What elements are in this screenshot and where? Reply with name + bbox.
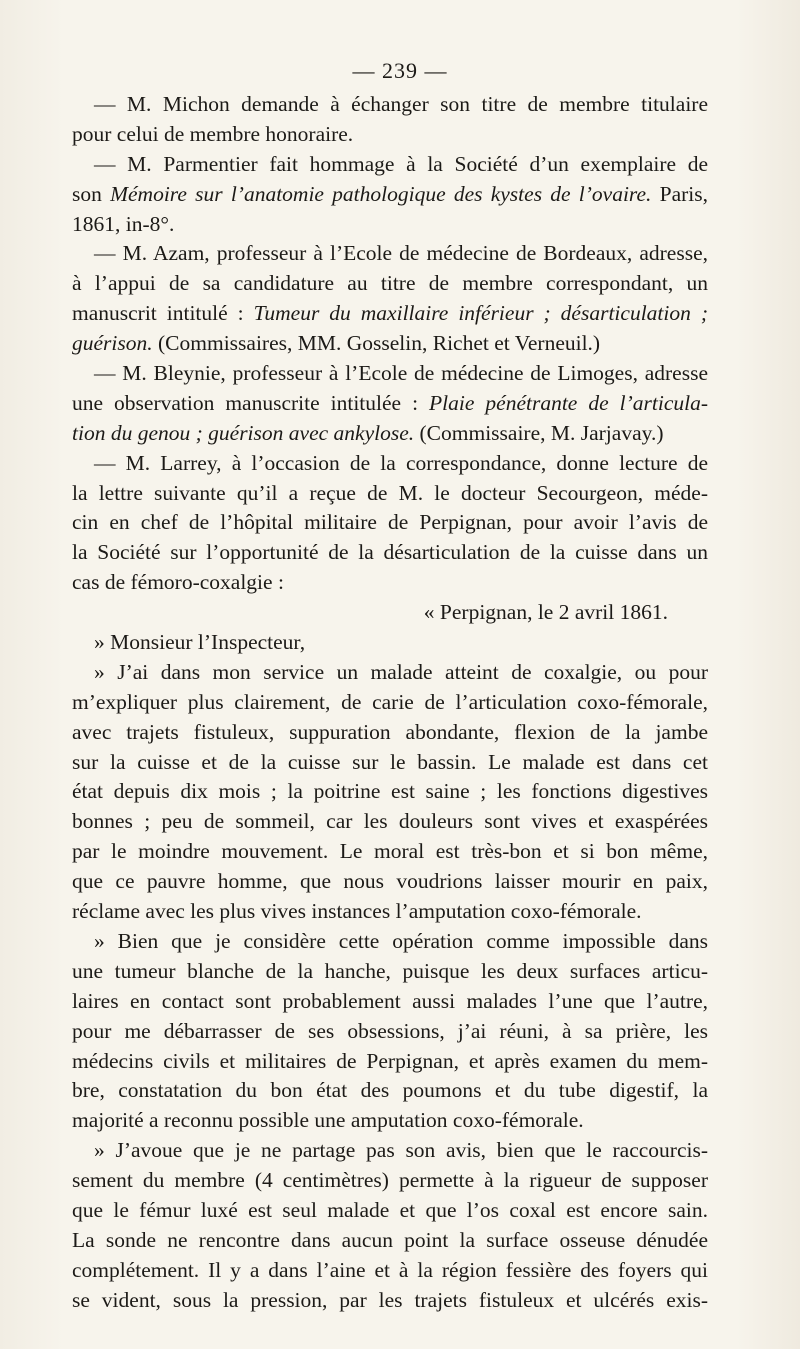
text-line: par le moindre mouvement. Le moral est très-bon et si bon même, bbox=[72, 839, 708, 864]
text-line: 1861, in-8°. bbox=[72, 211, 175, 236]
body-text bbox=[72, 90, 708, 1316]
text-line: réclame avec les plus vives instances l’amputation coxo-fémorale. bbox=[72, 899, 642, 924]
text-line: pour celui de membre honoraire. bbox=[72, 121, 354, 146]
text-line: guérison. (Commissaires, MM. Gosselin, Richet et Verneuil.) bbox=[72, 331, 601, 356]
text-line: cin en chef de l’hôpital militaire de Perpignan, pour avoir l’avis de bbox=[72, 510, 708, 535]
text-line: tion du genou ; guérison avec ankylose. (Commissaire, M. Jarjavay.) bbox=[72, 420, 664, 445]
text-line: » J’avoue que je ne partage pas son avis, bien que le raccourcis- bbox=[94, 1138, 708, 1163]
text-line: La sonde ne rencontre dans aucun point la surface osseuse dénudée bbox=[72, 1227, 708, 1252]
text-line: médecins civils et militaires de Perpignan, et après examen du mem- bbox=[72, 1048, 708, 1073]
text-line: la lettre suivante qu’il a reçue de M. le docteur Secourgeon, méde- bbox=[72, 480, 708, 505]
text-line: complétement. Il y a dans l’aine et à la région fessière des foyers qui bbox=[72, 1257, 708, 1282]
text-line: » Bien que je considère cette opération comme impossible dans bbox=[94, 928, 708, 953]
text-line: se vident, sous la pression, par les trajets fistuleux et ulcérés exis- bbox=[72, 1287, 708, 1312]
page-number: — 239 — bbox=[352, 58, 448, 83]
text-line: bonnes ; peu de sommeil, car les douleurs sont vives et exaspérées bbox=[72, 809, 708, 834]
text-line: la Société sur l’opportunité de la désarticulation de la cuisse dans un bbox=[72, 540, 708, 565]
text-line: une tumeur blanche de la hanche, puisque les deux surfaces articu- bbox=[72, 958, 708, 983]
text-line: — M. Michon demande à échanger son titre de membre titulaire bbox=[94, 92, 708, 116]
text-line: avec trajets fistuleux, suppuration abondante, flexion de la jambe bbox=[72, 719, 708, 744]
text-line: m’expliquer plus clairement, de carie de l’articulation coxo-fémorale, bbox=[72, 689, 708, 714]
text-line: à l’appui de sa candidature au titre de membre correspondant, un bbox=[72, 271, 708, 296]
text-line: une observation manuscrite intitulée : Plaie pénétrante de l’articula- bbox=[72, 390, 708, 415]
text-line: manuscrit intitulé : Tumeur du maxillaire inférieur ; désarticulation ; bbox=[72, 301, 708, 326]
text-line: bre, constatation du bon état des poumons et du tube digestif, la bbox=[72, 1078, 708, 1103]
text-line: que le fémur luxé est seul malade et que l’os coxal est encore sain. bbox=[72, 1197, 708, 1222]
text-line: — M. Larrey, à l’occasion de la correspondance, donne lecture de bbox=[94, 450, 708, 475]
text-line: — M. Bleynie, professeur à l’Ecole de médecine de Limoges, adresse bbox=[94, 361, 708, 386]
text-line: majorité a reconnu possible une amputation coxo-fémorale. bbox=[72, 1108, 584, 1133]
text-line: laires en contact sont probablement aussi malades l’une que l’autre, bbox=[72, 988, 708, 1013]
text-line: » J’ai dans mon service un malade atteint de coxalgie, ou pour bbox=[94, 659, 708, 684]
text-line: « Perpignan, le 2 avril 1861. bbox=[423, 600, 668, 625]
text-line: son Mémoire sur l’anatomie pathologique des kystes de l’ovaire. Paris, bbox=[72, 181, 708, 206]
text-line: pour me débarrasser de ses obsessions, j’ai réuni, à sa prière, les bbox=[72, 1018, 708, 1043]
text-line: » Monsieur l’Inspecteur, bbox=[94, 630, 306, 655]
text-line: — M. Parmentier fait hommage à la Société d’un exemplaire de bbox=[94, 151, 708, 176]
text-line: état depuis dix mois ; la poitrine est saine ; les fonctions digestives bbox=[72, 779, 708, 804]
text-line: — M. Azam, professeur à l’Ecole de médecine de Bordeaux, adresse, bbox=[94, 241, 708, 266]
text-line: cas de fémoro-coxalgie : bbox=[72, 570, 284, 595]
text-line: sur la cuisse et de la cuisse sur le bassin. Le malade est dans cet bbox=[72, 749, 708, 774]
text-line: que ce pauvre homme, que nous voudrions laisser mourir en paix, bbox=[72, 869, 708, 894]
text-line: sement du membre (4 centimètres) permette à la rigueur de supposer bbox=[72, 1168, 708, 1193]
